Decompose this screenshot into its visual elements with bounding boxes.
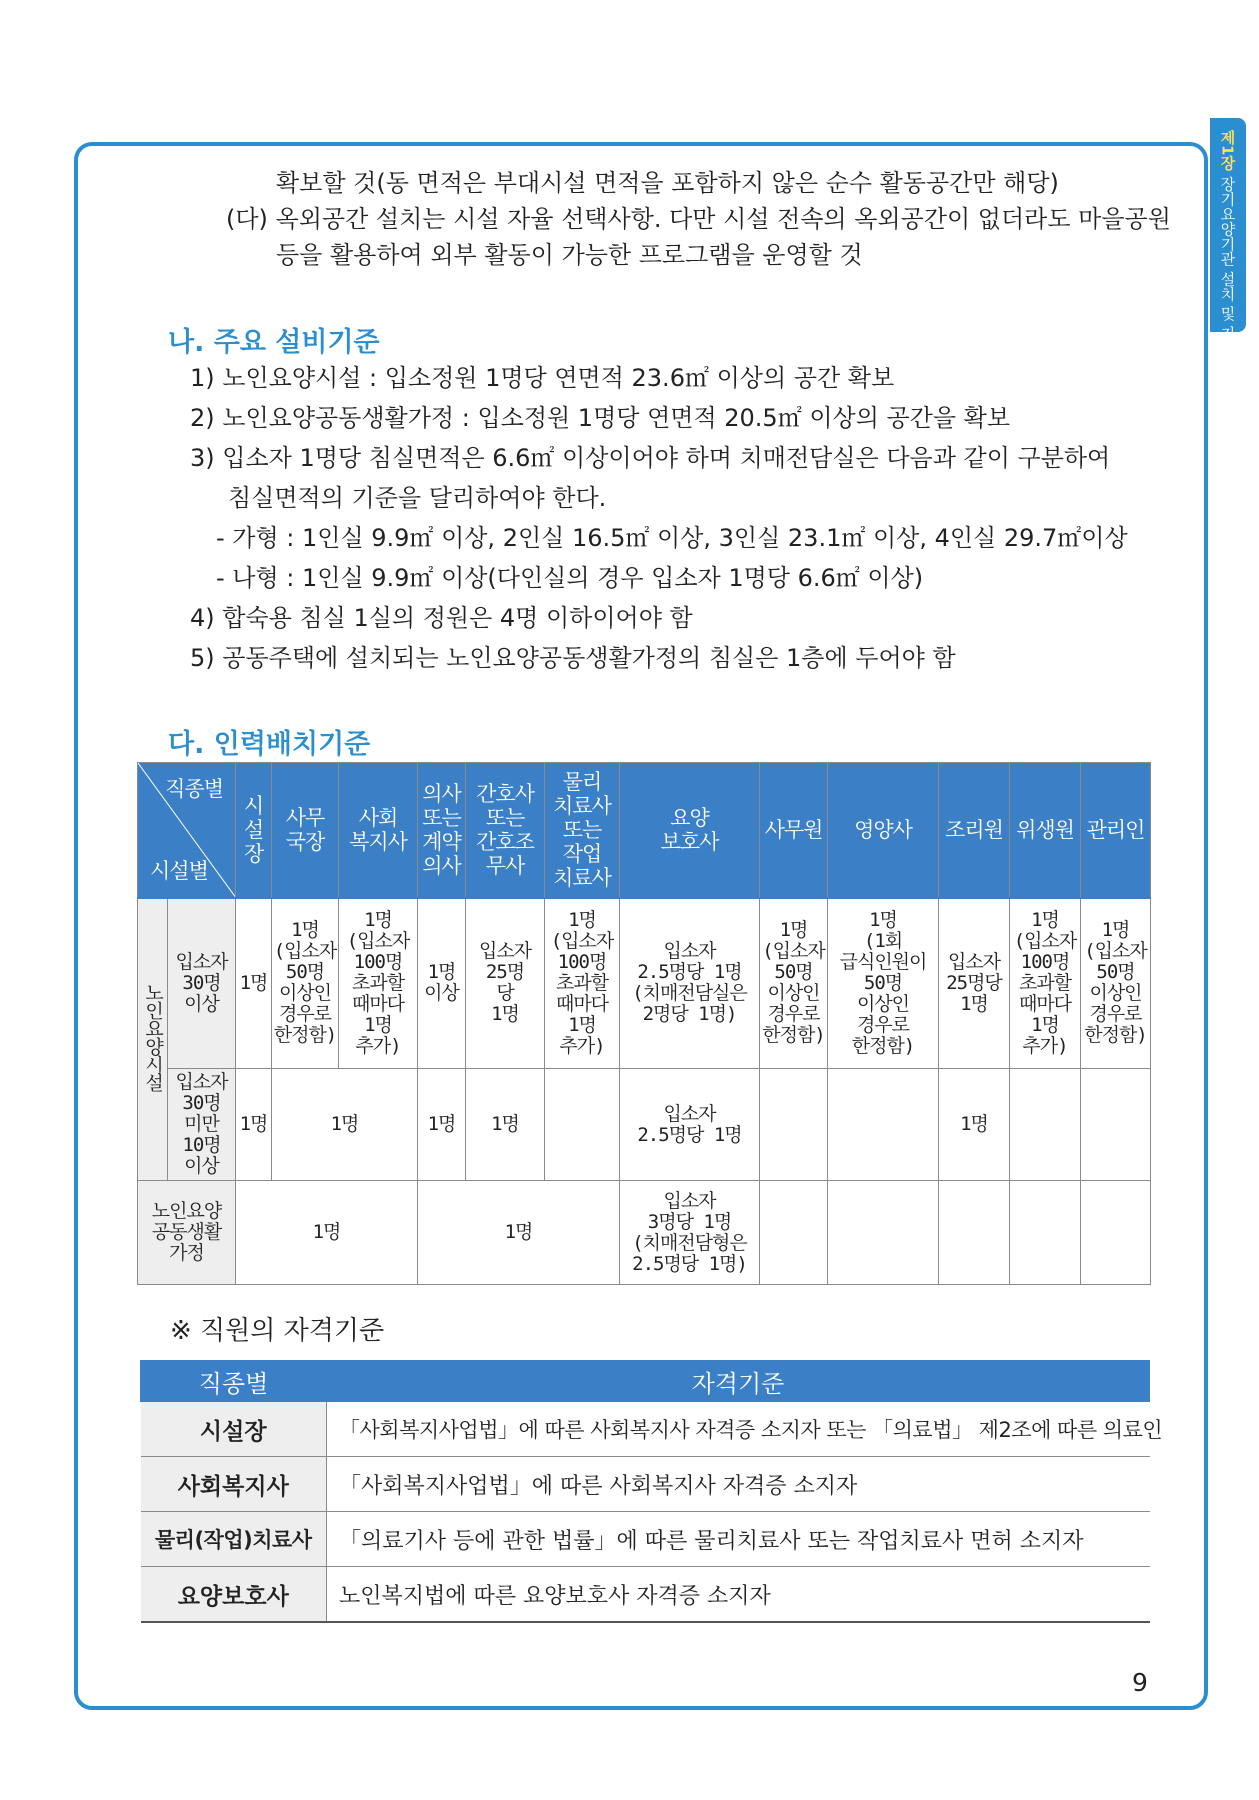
staffing-table: [137, 762, 1151, 1285]
header-clerk: 사무원: [760, 763, 828, 898]
row3-doctor-nurse: 1명: [418, 1181, 620, 1285]
row2-cook: 1명: [939, 1068, 1010, 1181]
qual-job: 요양보호사: [141, 1567, 327, 1623]
row2-hygiene: [1010, 1068, 1081, 1181]
header-therapist: 물리 치료사 또는 작업 치료사: [545, 763, 620, 898]
header-secretary: 사무 국장: [272, 763, 339, 898]
qual-header-criteria: 자격기준: [327, 1361, 1150, 1402]
row2-label: 입소자 30명 미만 10명 이상: [168, 1068, 236, 1181]
row3-cook: [939, 1181, 1010, 1285]
qual-criteria: 「사회복지사업법」에 따른 사회복지사 자격증 소지자: [327, 1457, 1150, 1512]
header-director: 시 설 장: [236, 763, 272, 898]
row1-therapist: 1명 (입소자 100명 초과할 때마다 1명 추가): [545, 898, 620, 1069]
chapter-title: 장기요양기관 설치 및 지정: [1218, 176, 1237, 356]
row2-caregiver: 입소자 2.5명당 1명: [620, 1068, 760, 1181]
section-heading-facilities: 나. 주요 설비기준: [168, 327, 380, 358]
header-dietitian: 영양사: [828, 763, 939, 898]
row1-director: 1명: [236, 898, 272, 1069]
header-cook: 조리원: [939, 763, 1010, 898]
row2-nurse: 1명: [466, 1068, 545, 1181]
row1-dietitian: 1명 (1회 급식인원이 50명 이상인 경우로 한정함): [828, 898, 939, 1069]
header-doctor: 의사 또는 계약 의사: [418, 763, 466, 898]
qual-job: 사회복지사: [141, 1457, 327, 1512]
facility-item-3-type-b: - 나형 : 1인실 9.9㎡ 이상(다인실의 경우 입소자 1명당 6.6㎡ 이상): [216, 564, 924, 592]
corner-job-label: 직종별: [165, 777, 223, 801]
row3-clerk: [760, 1181, 828, 1285]
table-row: [141, 1567, 1150, 1623]
row1-hygiene: 1명 (입소자 100명 초과할 때마다 1명 추가): [1010, 898, 1081, 1069]
qual-criteria: 노인복지법에 따른 요양보호사 자격증 소지자: [327, 1567, 1150, 1623]
intro-line-3: 등을 활용하여 외부 활동이 가능한 프로그램을 운영할 것: [276, 241, 863, 269]
row2-doctor: 1명: [418, 1068, 466, 1181]
facility-item-3-cont: 침실면적의 기준을 달리하여야 한다.: [228, 484, 607, 512]
row1-nurse: 입소자 25명 당 1명: [466, 898, 545, 1069]
qualification-title: ※ 직원의 자격기준: [170, 1316, 385, 1346]
chapter-side-tab: [1210, 118, 1246, 356]
row1-secretary: 1명 (입소자 50명 이상인 경우로 한정함): [272, 898, 339, 1069]
qual-job: 물리(작업)치료사: [141, 1512, 327, 1567]
row1-manager: 1명 (입소자 50명 이상인 경우로 한정함): [1081, 898, 1151, 1069]
facility-item-3: 3) 입소자 1명당 침실면적은 6.6㎡ 이상이어야 하며 치매전담실은 다음과 같이 구분하여: [190, 444, 1111, 472]
facility-item-5: 5) 공동주택에 설치되는 노인요양공동생활가정의 침실은 1층에 두어야 함: [190, 644, 956, 672]
table-corner-cell: [138, 763, 236, 898]
row3-dietitian: [828, 1181, 939, 1285]
facility-group-label: 노인요양시설: [138, 898, 168, 1181]
table-row: [141, 1457, 1150, 1512]
row1-doctor: 1명 이상: [418, 898, 466, 1069]
row1-cook: 입소자 25명당 1명: [939, 898, 1010, 1069]
header-social-worker: 사회 복지사: [339, 763, 418, 898]
row1-caregiver: 입소자 2.5명당 1명 (치매전담실은 2명당 1명): [620, 898, 760, 1069]
facility-item-3-type-a: - 가형 : 1인실 9.9㎡ 이상, 2인실 16.5㎡ 이상, 3인실 23.1㎡ 이상, 4인실 29.7㎡이상: [216, 524, 1128, 552]
page-number: 9: [1132, 1668, 1148, 1697]
intro-line-2: (다) 옥외공간 설치는 시설 자율 선택사항. 다만 시설 전속의 옥외공간이 없더라도 마을공원: [226, 205, 1171, 233]
row2-dietitian: [828, 1068, 939, 1181]
row1-clerk: 1명 (입소자 50명 이상인 경우로 한정함): [760, 898, 828, 1069]
row3-caregiver: 입소자 3명당 1명 (치매전담형은 2.5명당 1명): [620, 1181, 760, 1285]
header-hygiene: 위생원: [1010, 763, 1081, 898]
facility-item-2: 2) 노인요양공동생활가정 : 입소정원 1명당 연면적 20.5㎡ 이상의 공간을 확보: [190, 404, 1011, 432]
row3-hygiene: [1010, 1181, 1081, 1285]
table-row: [141, 1402, 1150, 1457]
row2-director: 1명: [236, 1068, 272, 1181]
facility-item-4: 4) 합숙용 침실 1실의 정원은 4명 이하이어야 함: [190, 604, 693, 632]
section-heading-staffing: 다. 인력배치기준: [168, 729, 371, 760]
chapter-number: 제1장: [1218, 130, 1237, 171]
qualification-table: [140, 1360, 1163, 1623]
row2-secretary-social: 1명: [272, 1068, 418, 1181]
facility-item-1: 1) 노인요양시설 : 입소정원 1명당 연면적 23.6㎡ 이상의 공간 확보: [190, 364, 895, 392]
qual-criteria: 「사회복지사업법」에 따른 사회복지사 자격증 소지자 또는 「의료법」 제2조에 따른 의료인: [327, 1402, 1150, 1457]
row3-manager: [1081, 1181, 1151, 1285]
row3-label: 노인요양 공동생활 가정: [138, 1181, 236, 1285]
corner-facility-label: 시설별: [150, 858, 208, 883]
qual-header-job: 직종별: [141, 1361, 327, 1402]
header-caregiver: 요양 보호사: [620, 763, 760, 898]
table-row: [141, 1512, 1150, 1567]
row1-social: 1명 (입소자 100명 초과할 때마다 1명 추가): [339, 898, 418, 1069]
row2-clerk: [760, 1068, 828, 1181]
header-manager: 관리인: [1081, 763, 1151, 898]
row3-director-social: 1명: [236, 1181, 418, 1285]
row2-manager: [1081, 1068, 1151, 1181]
qual-job: 시설장: [141, 1402, 327, 1457]
intro-line-1: 확보할 것(동 면적은 부대시설 면적을 포함하지 않은 순수 활동공간만 해당): [276, 169, 1059, 197]
qual-criteria: 「의료기사 등에 관한 법률」에 따른 물리치료사 또는 작업치료사 면허 소지자: [327, 1512, 1150, 1567]
row2-therapist: [545, 1068, 620, 1181]
row1-label: 입소자 30명 이상: [168, 898, 236, 1069]
header-nurse: 간호사 또는 간호조 무사: [466, 763, 545, 898]
